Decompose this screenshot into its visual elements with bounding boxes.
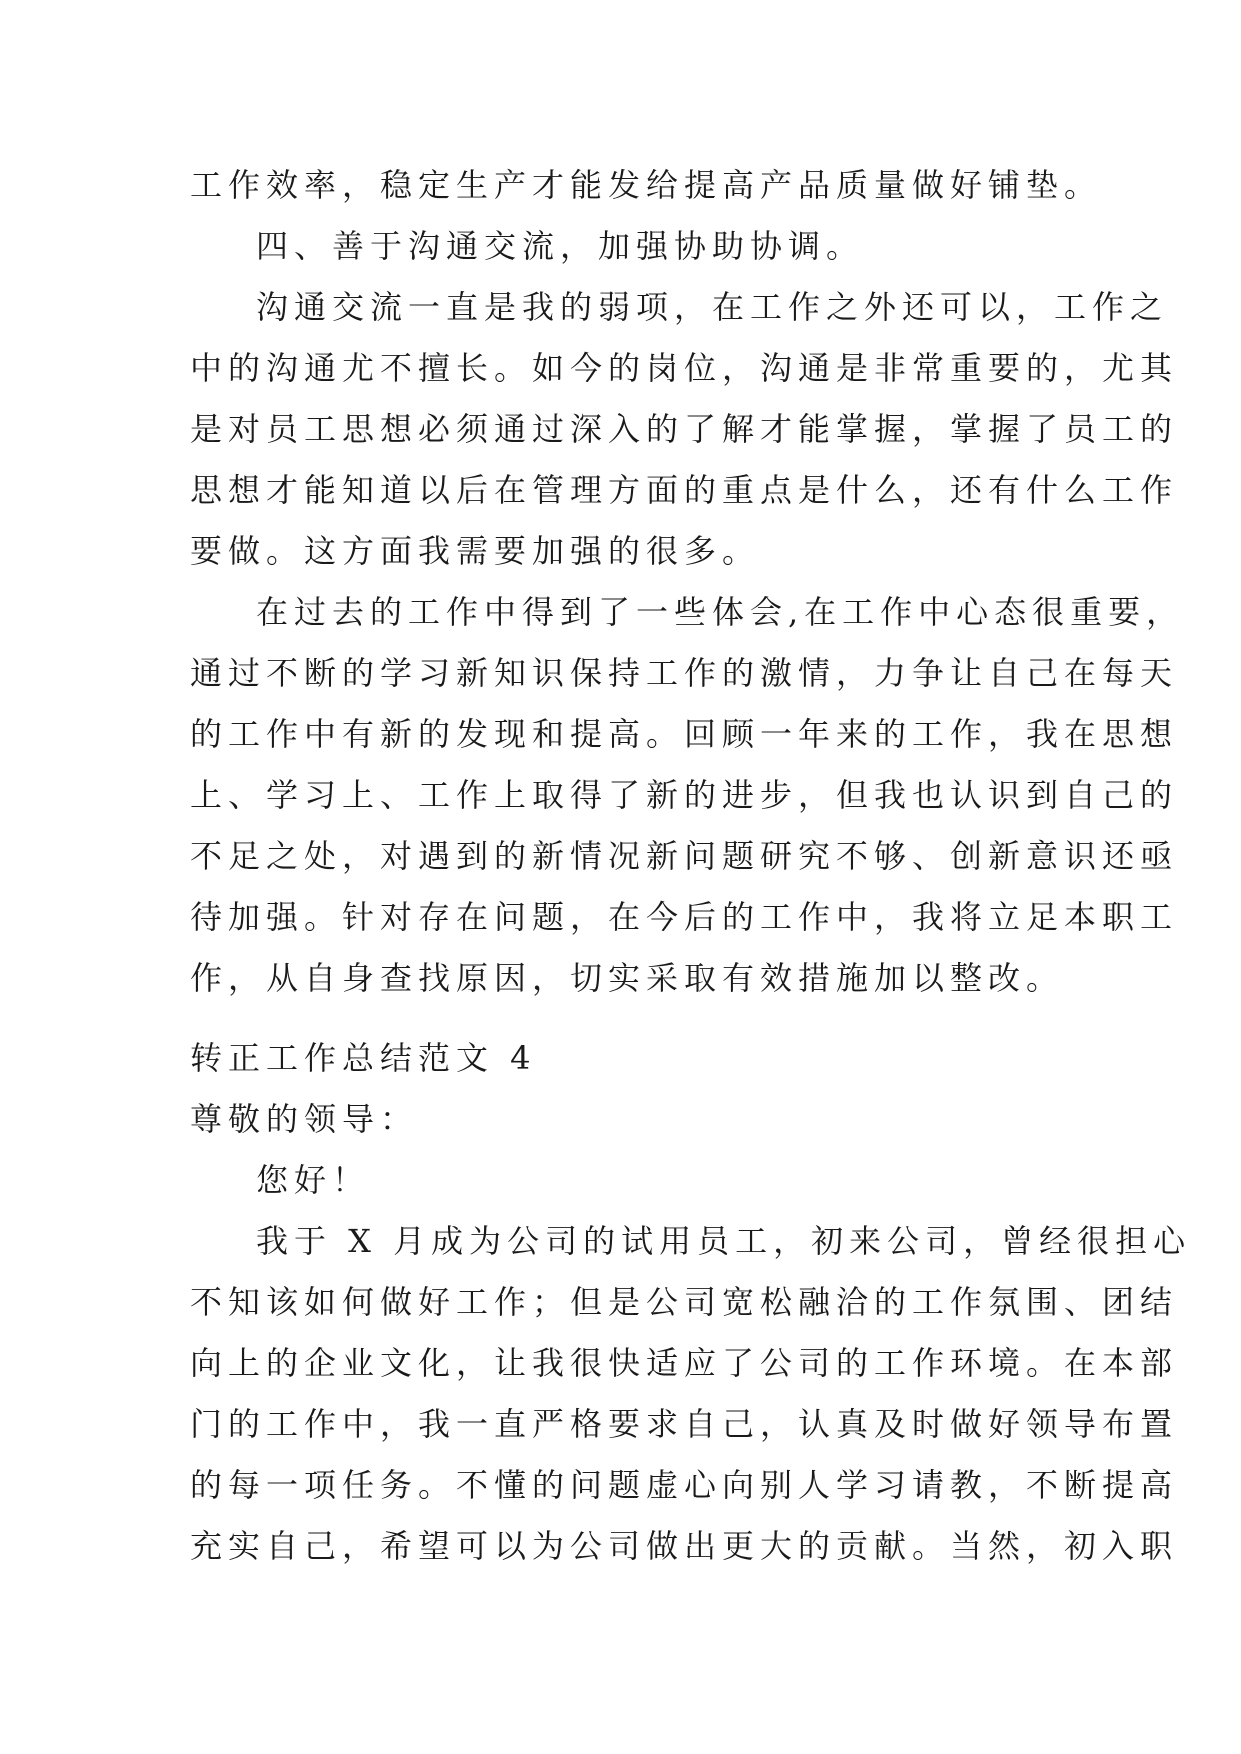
paragraph-line: 的每一项任务。不懂的问题虚心向别人学习请教，不断提高 [190, 1466, 1179, 1504]
paragraph-line: 是对员工思想必须通过深入的了解才能掌握，掌握了员工的 [190, 410, 1179, 448]
paragraph-line: 通过不断的学习新知识保持工作的激情，力争让自己在每天 [190, 654, 1179, 692]
paragraph-line: 沟通交流一直是我的弱项，在工作之外还可以，工作之 [256, 288, 1169, 326]
paragraph-line: 在过去的工作中得到了一些体会,在工作中心态很重要， [256, 593, 1185, 631]
paragraph-line: 上、学习上、工作上取得了新的进步，但我也认识到自己的 [190, 776, 1179, 814]
paragraph-line: 思想才能知道以后在管理方面的重点是什么，还有什么工作 [190, 471, 1179, 509]
paragraph-line: 作，从自身查找原因，切实采取有效措施加以整改。 [190, 959, 1065, 997]
paragraph-line: 的工作中有新的发现和提高。回顾一年来的工作，我在思想 [190, 715, 1179, 753]
paragraph-line: 要做。这方面我需要加强的很多。 [190, 532, 761, 570]
paragraph-line: 待加强。针对存在问题，在今后的工作中，我将立足本职工 [190, 898, 1179, 936]
document-title: 转正工作总结范文 4 [190, 1039, 537, 1077]
paragraph-line: 不知该如何做好工作；但是公司宽松融洽的工作氛围、团结 [190, 1283, 1179, 1321]
paragraph-line: 充实自己，希望可以为公司做出更大的贡献。当然，初入职 [190, 1527, 1179, 1565]
paragraph-line: 门的工作中，我一直严格要求自己，认真及时做好领导布置 [190, 1405, 1179, 1443]
paragraph-line: 中的沟通尤不擅长。如今的岗位，沟通是非常重要的，尤其 [190, 349, 1179, 387]
paragraph-line: 工作效率，稳定生产才能发给提高产品质量做好铺垫。 [190, 166, 1103, 204]
section-1 [190, 155, 1185, 1009]
paragraph-line: 不足之处，对遇到的新情况新问题研究不够、创新意识还亟 [190, 837, 1179, 875]
paragraph-line: 向上的企业文化，让我很快适应了公司的工作环境。在本部 [190, 1344, 1179, 1382]
section-heading: 四、善于沟通交流，加强协助协调。 [256, 227, 865, 265]
paragraph-line: 我于 X 月成为公司的试用员工，初来公司，曾经很担心 [256, 1222, 1192, 1260]
section-2 [190, 1028, 1192, 1577]
salutation: 尊敬的领导： [190, 1100, 419, 1138]
greeting: 您好！ [256, 1161, 371, 1199]
